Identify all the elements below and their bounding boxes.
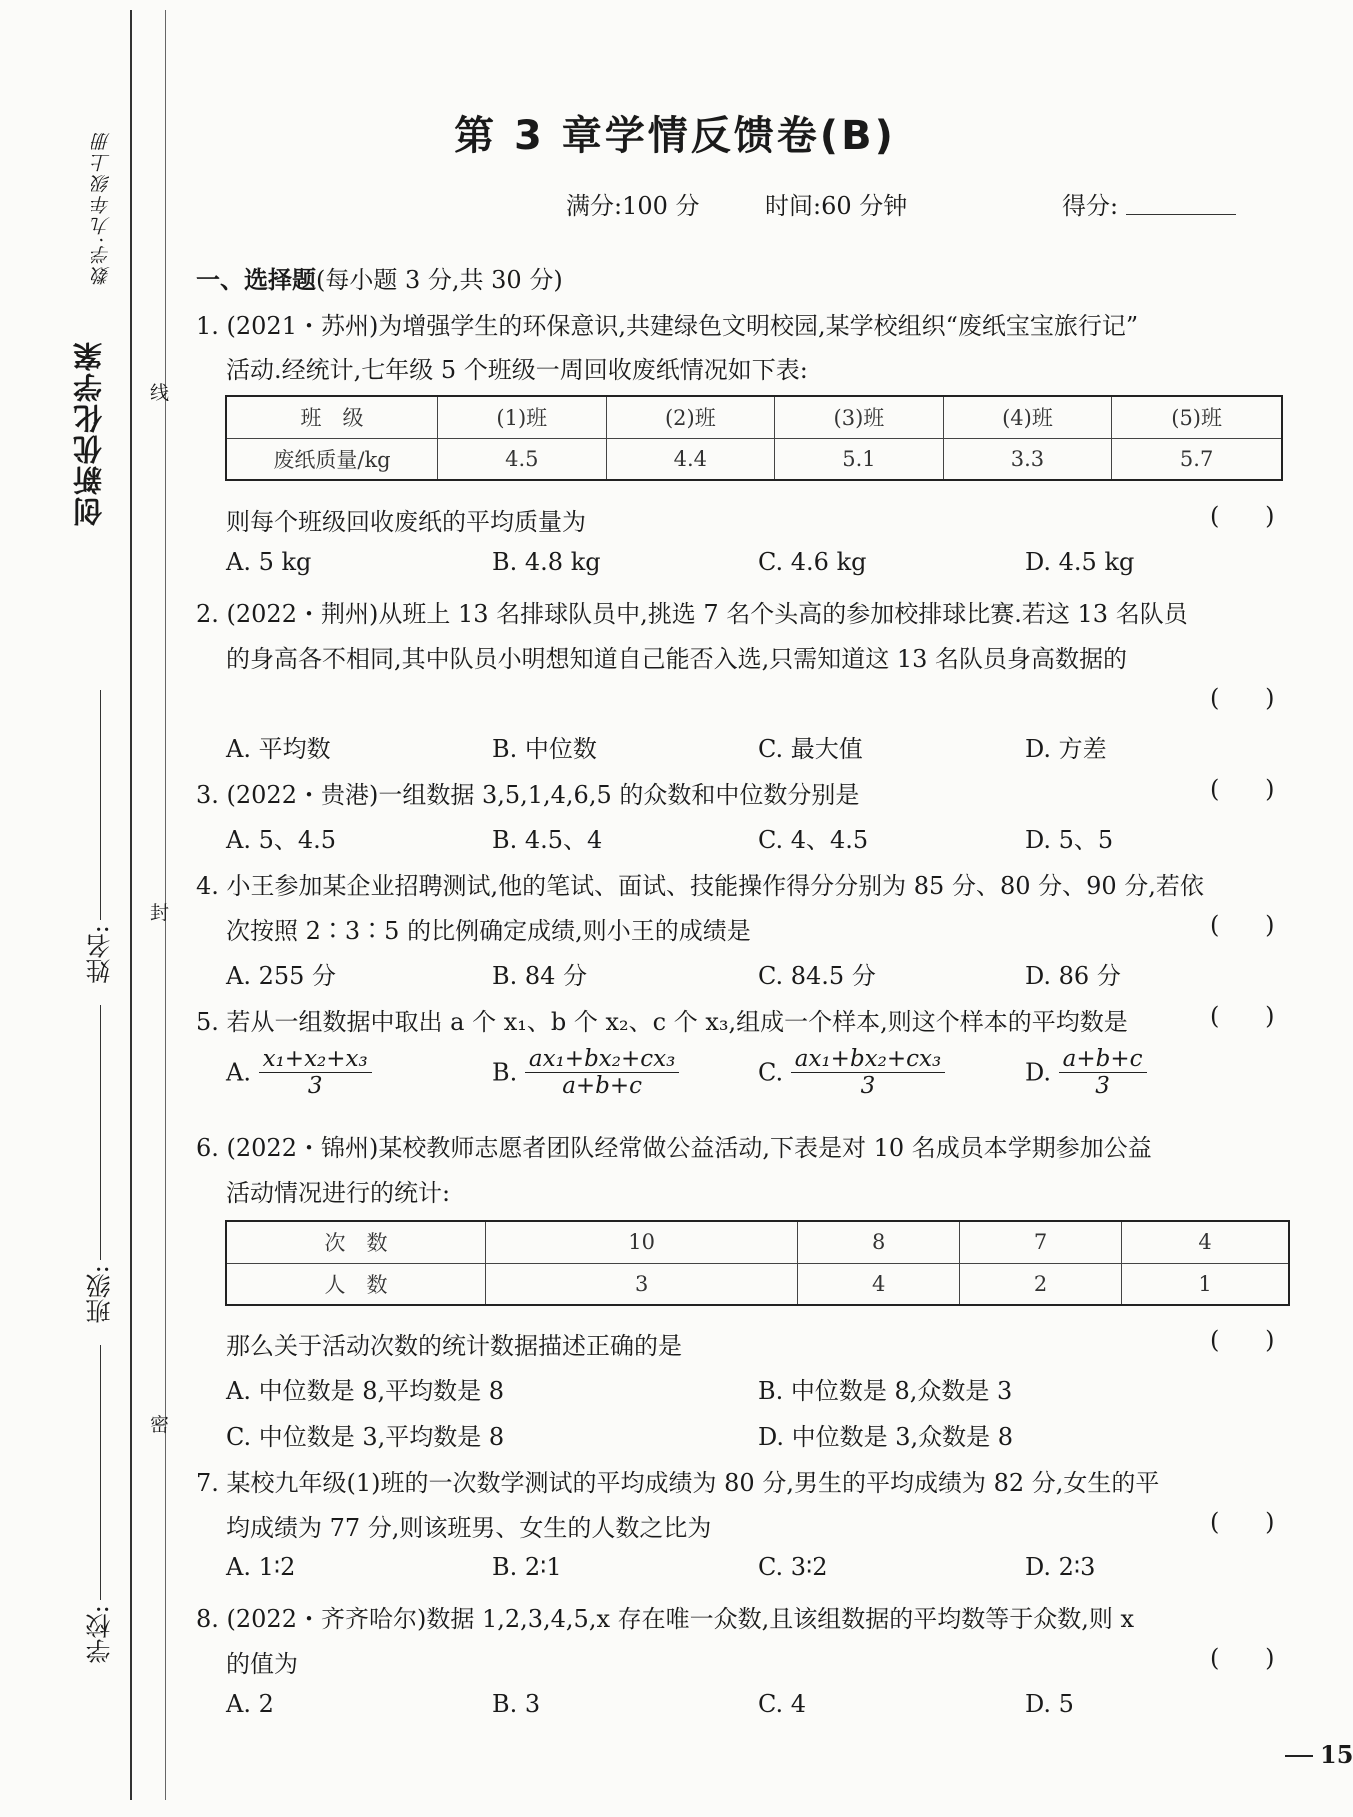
question-7-line-2: 均成绩为 77 分,则该班男、女生的人数之比为 (226, 1514, 712, 1542)
class-field[interactable] (100, 1005, 101, 1260)
table-cell: (5)班 (1112, 396, 1282, 438)
book-subtitle: 数学·九年级上册 (91, 130, 113, 286)
question-8-option-b[interactable]: B. 3 (492, 1690, 541, 1718)
question-2-option-d[interactable]: D. 方差 (1025, 735, 1107, 763)
question-1-option-c[interactable]: C. 4.6 kg (758, 548, 867, 576)
book-title: 创新优化学案 (72, 340, 106, 526)
fraction-denominator: a+b+c (562, 1073, 643, 1099)
table-cell: 3.3 (943, 438, 1112, 480)
question-6-answer-blank[interactable]: ( ) (1210, 1326, 1275, 1354)
question-6-option-a[interactable]: A. 中位数是 8,平均数是 8 (226, 1377, 505, 1405)
question-5-option-b[interactable] (492, 1046, 679, 1099)
table-cell: 废纸质量/kg (226, 438, 438, 480)
question-4-option-a[interactable]: A. 255 分 (226, 962, 337, 990)
question-6-line-3: 那么关于活动次数的统计数据描述正确的是 (226, 1332, 682, 1360)
table-cell: 2 (960, 1263, 1122, 1305)
question-8-option-d[interactable]: D. 5 (1025, 1690, 1074, 1718)
question-4-option-b[interactable]: B. 84 分 (492, 962, 588, 990)
question-6-line-1: 6. (2022・锦州)某校教师志愿者团队经常做公益活动,下表是对 10 名成员本学期参加公益 (196, 1134, 1152, 1162)
table-cell: 4.4 (606, 438, 775, 480)
question-5-option-c[interactable] (758, 1046, 945, 1099)
score-field[interactable] (1126, 214, 1236, 215)
fraction-numerator: ax₁+bx₂+cx₃ (791, 1046, 945, 1073)
question-3-answer-blank[interactable]: ( ) (1210, 775, 1275, 803)
question-1-table (225, 395, 1283, 481)
question-2-option-b[interactable]: B. 中位数 (492, 735, 597, 763)
fraction-denominator: 3 (860, 1073, 876, 1099)
question-2-line-2: 的身高各不相同,其中队员小明想知道自己能否入选,只需知道这 13 名队员身高数据的 (226, 645, 1128, 673)
section-label: 一、选择题 (196, 266, 316, 294)
question-6-option-c[interactable]: C. 中位数是 3,平均数是 8 (226, 1423, 505, 1451)
question-5-answer-blank[interactable]: ( ) (1210, 1002, 1275, 1030)
table-cell: (1)班 (438, 396, 607, 438)
fraction (525, 1046, 679, 1099)
question-5-option-a[interactable] (226, 1046, 372, 1099)
fraction-denominator: 3 (307, 1073, 323, 1099)
fraction-numerator: ax₁+bx₂+cx₃ (525, 1046, 679, 1073)
question-3-option-d[interactable]: D. 5、5 (1025, 826, 1114, 854)
question-6-option-d[interactable]: D. 中位数是 3,众数是 8 (758, 1423, 1014, 1451)
class-label: 班级: (85, 1265, 114, 1324)
fraction (1059, 1046, 1147, 1099)
question-6-line-2: 活动情况进行的统计: (226, 1179, 451, 1207)
score-label: 得分: (1062, 192, 1119, 220)
name-label: 姓名: (85, 925, 114, 984)
time-limit: 时间:60 分钟 (765, 192, 908, 220)
table-cell: 5.7 (1112, 438, 1282, 480)
question-2-option-a[interactable]: A. 平均数 (226, 735, 331, 763)
option-letter: A. (226, 1058, 251, 1087)
binding-line (130, 10, 132, 1800)
seal-line-mark: 线 (150, 382, 170, 404)
question-4-line-2: 次按照 2∶3∶5 的比例确定成绩,则小王的成绩是 (226, 917, 751, 945)
table-cell: (4)班 (943, 396, 1112, 438)
name-field[interactable] (100, 690, 101, 920)
question-5-option-d[interactable] (1025, 1046, 1147, 1099)
school-label: 学校: (85, 1605, 114, 1664)
question-3-option-b[interactable]: B. 4.5、4 (492, 826, 603, 854)
question-7-option-c[interactable]: C. 3∶2 (758, 1553, 828, 1581)
question-3-option-c[interactable]: C. 4、4.5 (758, 826, 869, 854)
question-4-answer-blank[interactable]: ( ) (1210, 911, 1275, 939)
fraction-denominator: 3 (1095, 1073, 1110, 1099)
table-cell: 次 数 (226, 1221, 486, 1263)
question-7-answer-blank[interactable]: ( ) (1210, 1508, 1275, 1536)
question-1-line-1: 1. (2021・苏州)为增强学生的环保意识,共建绿色文明校园,某学校组织“废纸宝宝旅行记” (196, 312, 1139, 340)
question-4-line-1: 4. 小王参加某企业招聘测试,他的笔试、面试、技能操作得分分别为 85 分、80 分、90 分,若依 (196, 872, 1204, 900)
fraction-numerator: a+b+c (1059, 1046, 1147, 1073)
question-5-line-1: 5. 若从一组数据中取出 a 个 x₁、b 个 x₂、c 个 x₃,组成一个样本,则这个样本的平均数是 (196, 1008, 1128, 1036)
question-1-option-d[interactable]: D. 4.5 kg (1025, 548, 1135, 576)
question-8-line-1: 8. (2022・齐齐哈尔)数据 1,2,3,4,5,x 存在唯一众数,且该组数据的平均数等于众数,则 x (196, 1605, 1135, 1633)
seal-secret-mark: 密 (150, 1414, 170, 1436)
table-cell: 班 级 (226, 396, 438, 438)
question-1-line-2: 活动.经统计,七年级 5 个班级一周回收废纸情况如下表: (226, 356, 808, 384)
table-cell: 4 (1122, 1221, 1290, 1263)
section-note: (每小题 3 分,共 30 分) (316, 266, 563, 294)
question-7-option-a[interactable]: A. 1∶2 (226, 1553, 296, 1581)
table-cell: 5.1 (775, 438, 944, 480)
question-1-line-3: 则每个班级回收废纸的平均质量为 (226, 508, 586, 536)
question-6-table (225, 1220, 1290, 1306)
question-2-answer-blank[interactable]: ( ) (1210, 684, 1275, 712)
question-8-line-2: 的值为 (226, 1650, 298, 1678)
table-cell: 4 (798, 1263, 960, 1305)
question-8-option-c[interactable]: C. 4 (758, 1690, 807, 1718)
fraction-numerator: x₁+x₂+x₃ (259, 1046, 372, 1073)
option-letter: C. (758, 1058, 784, 1087)
question-2-option-c[interactable]: C. 最大值 (758, 735, 863, 763)
table-cell: 8 (798, 1221, 960, 1263)
question-1-answer-blank[interactable]: ( ) (1210, 502, 1275, 530)
question-3-line-1: 3. (2022・贵港)一组数据 3,5,1,4,6,5 的众数和中位数分别是 (196, 781, 860, 809)
question-8-option-a[interactable]: A. 2 (226, 1690, 274, 1718)
question-7-option-b[interactable]: B. 2∶1 (492, 1553, 562, 1581)
question-7-line-1: 7. 某校九年级(1)班的一次数学测试的平均成绩为 80 分,男生的平均成绩为 82 分,女生的平 (196, 1469, 1160, 1497)
table-cell: 4.5 (438, 438, 607, 480)
fraction (791, 1046, 945, 1099)
page-number: 15 (1320, 1740, 1353, 1769)
table-cell: 1 (1122, 1263, 1290, 1305)
page-number-dash (1285, 1755, 1313, 1757)
table-cell: 7 (960, 1221, 1122, 1263)
table-cell: (2)班 (606, 396, 775, 438)
fraction (259, 1046, 372, 1099)
school-field[interactable] (100, 1345, 101, 1600)
seal-seal-mark: 封 (150, 902, 170, 924)
page-title: 第 3 章学情反馈卷(B) (454, 113, 896, 159)
question-2-line-1: 2. (2022・荆州)从班上 13 名排球队员中,挑选 7 名个头高的参加校排球比赛.若这 13 名队员 (196, 600, 1188, 628)
question-6-option-b[interactable]: B. 中位数是 8,众数是 3 (758, 1377, 1013, 1405)
table-cell: 人 数 (226, 1263, 486, 1305)
option-letter: B. (492, 1058, 518, 1087)
question-3-option-a[interactable]: A. 5、4.5 (226, 826, 337, 854)
question-1-option-a[interactable]: A. 5 kg (226, 548, 312, 576)
question-4-option-c[interactable]: C. 84.5 分 (758, 962, 876, 990)
question-8-answer-blank[interactable]: ( ) (1210, 1644, 1275, 1672)
question-4-option-d[interactable]: D. 86 分 (1025, 962, 1121, 990)
table-cell: 3 (486, 1263, 798, 1305)
table-cell: 10 (486, 1221, 798, 1263)
option-letter: D. (1025, 1058, 1052, 1087)
question-7-option-d[interactable]: D. 2∶3 (1025, 1553, 1096, 1581)
full-score: 满分:100 分 (566, 192, 700, 220)
table-cell: (3)班 (775, 396, 944, 438)
section-heading (196, 260, 563, 295)
question-1-option-b[interactable]: B. 4.8 kg (492, 548, 601, 576)
